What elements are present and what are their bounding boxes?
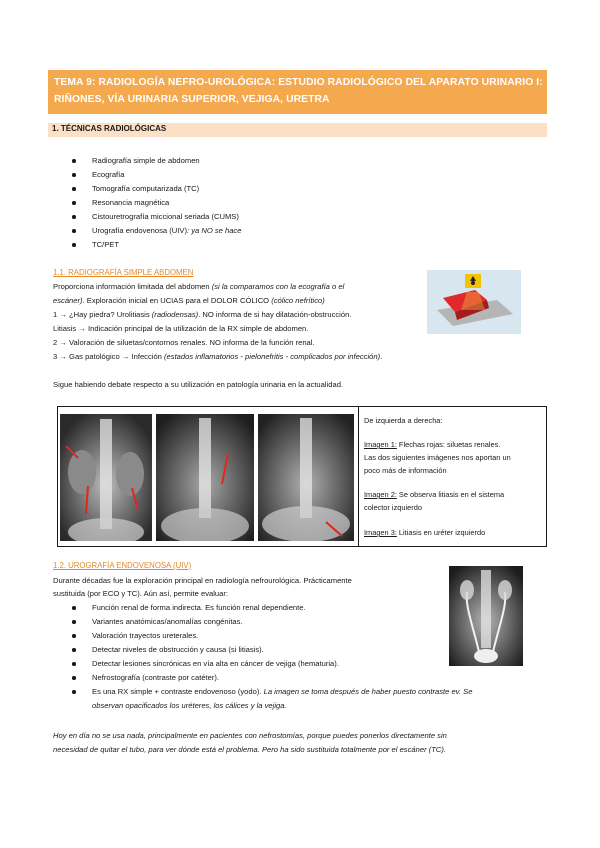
caption-image-2: Imagen 2: Se observa litiasis en el sistema colector izquierdo — [364, 490, 505, 512]
list-item: Resonancia magnética — [72, 196, 372, 210]
s11-line-1: Proporciona información limitada del abdomen (si la comparamos con la ecografía o el — [53, 282, 345, 291]
list-item: TC/PET — [72, 238, 372, 252]
bullet-icon — [72, 662, 76, 666]
bullet-icon — [72, 187, 76, 191]
xray-2-svg — [156, 414, 254, 541]
caption-image-3: Imagen 3: Litiasis en uréter izquierdo — [364, 528, 486, 537]
xray-1-svg — [60, 414, 152, 541]
title-line-1: TEMA 9: RADIOLOGÍA NEFRO-UROLÓGICA: ESTUDIO RADIOLÓGICO DEL APARATO URINARIO I: — [54, 77, 543, 88]
figure-divider — [358, 406, 359, 547]
bullet-icon — [72, 173, 76, 177]
list-item: Valoración trayectos ureterales. — [72, 629, 432, 643]
subsection-1-2-heading: 1.2. UROGRAFÍA ENDOVENOSA (UIV) — [53, 561, 192, 570]
bullet-icon — [72, 243, 76, 247]
subsection-1-1-heading: 1.1. RADIOGRAFÍA SIMPLE ABDOMEN — [53, 268, 194, 277]
s11-line-3: 1 → ¿Hay piedra? Urolitiasis (radiodensas). NO informa de si hay dilatación-obstrucción. — [53, 310, 352, 319]
bullet-icon — [72, 229, 76, 233]
bullet-icon — [72, 606, 76, 610]
caption-image-1: Imagen 1: Flechas rojas: siluetas renales. Las dos siguientes imágenes nos aportan un poco más de información — [364, 440, 511, 475]
s11-line-4: Litiasis → Indicación principal de la utilización de la RX simple de abdomen. — [53, 324, 309, 333]
xray-image-2 — [156, 414, 254, 541]
list-item: Nefrostografía (contraste por catéter). — [72, 671, 432, 685]
list-item: Radiografía simple de abdomen — [72, 154, 372, 168]
list-item: Es una RX simple + contraste endovenoso (yodo). La imagen se toma después de haber puesto contraste ev. Se observan opacificados los uréteres, los cálices y la vejiga. — [72, 685, 547, 713]
bullet-icon — [72, 690, 76, 694]
s12-line-1: Durante décadas fue la exploración principal en radiología nefrourológica. Prácticamente — [53, 576, 352, 585]
xray-image-3 — [258, 414, 354, 541]
bullet-icon — [72, 634, 76, 638]
s11-line-2: escáner). Exploración inicial en UCIAS para el DOLOR CÓLICO (cólico nefrítico) — [53, 296, 325, 305]
list-item: Urografía endovenosa (UIV): ya NO se hace — [72, 224, 372, 238]
xray-image-1 — [60, 414, 152, 541]
s11-line-6: 3 → Gas patológico → Infección (estados inflamatorios - pielonefritis - complicados por infección). — [53, 352, 383, 361]
section-1-heading: 1. TÉCNICAS RADIOLÓGICAS — [52, 124, 167, 133]
bullet-icon — [72, 159, 76, 163]
list-item: Cistouretrografía miccional seriada (CUMS) — [72, 210, 372, 224]
bullet-icon — [72, 215, 76, 219]
s11-debate: Sigue habiendo debate respecto a su utilización en patología urinaria en la actualidad. — [53, 380, 344, 389]
list-item: Ecografía — [72, 168, 372, 182]
uiv-xray-svg — [449, 566, 523, 666]
list-item: Función renal de forma indirecta. Es función renal dependiente. — [72, 601, 432, 615]
s11-line-5: 2 → Valoración de siluetas/contornos renales. NO informa de la función renal. — [53, 338, 315, 347]
title-line-2: RIÑONES, VÍA URINARIA SUPERIOR, VEJIGA, URETRA — [54, 94, 330, 105]
bullet-icon — [72, 676, 76, 680]
section-1-bar — [48, 123, 547, 137]
list-item: Detectar niveles de obstrucción y causa (si litiasis). — [72, 643, 432, 657]
list-item: Tomografía computarizada (TC) — [72, 182, 372, 196]
xray-tube-illustration — [427, 270, 521, 334]
xray-3-svg — [258, 414, 354, 541]
closing-line-1: Hoy en día no se usa nada, principalmente en pacientes con nefrostomías, porque puedes ponerlos directamente sin — [53, 731, 447, 740]
uiv-xray-image — [449, 566, 523, 666]
page-title — [54, 74, 544, 108]
bullet-icon — [72, 620, 76, 624]
list-item: Variantes anatómicas/anomalías congénitas. — [72, 615, 432, 629]
title-bar — [48, 70, 547, 114]
bullet-icon — [72, 201, 76, 205]
bullet-icon — [72, 648, 76, 652]
list-item: Detectar lesiones sincrónicas en vía alta en cáncer de vejiga (hematuria). — [72, 657, 432, 671]
s12-line-2: sustituida (por ECO y TC). Aún así, permite evaluar: — [53, 589, 229, 598]
radiation-illustration-svg — [427, 270, 521, 334]
closing-line-2: necesidad de quitar el tubo, para ver dónde está el problema. Pero ha sido sustituida totalmente por el escáner (TC). — [53, 745, 446, 754]
uiv-note: : ya NO se hace — [186, 226, 242, 235]
caption-direction: De izquierda a derecha: — [364, 416, 443, 425]
